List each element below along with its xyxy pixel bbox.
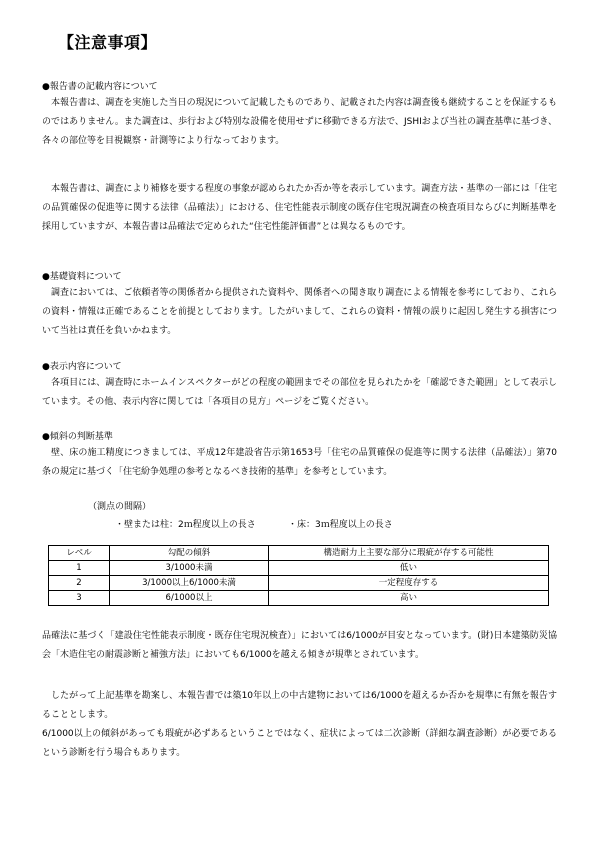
- section-inclination-conclusion: [42, 687, 557, 763]
- section-heading: ●傾斜の判断基準: [42, 432, 113, 442]
- cell-gradient: 3/1000以上6/1000未満: [110, 576, 269, 591]
- interval-label: （測点の間隔）: [88, 502, 152, 512]
- section-inclination-criteria: [42, 430, 557, 482]
- cell-level: 1: [49, 561, 110, 576]
- table-row: [49, 561, 549, 576]
- paragraph: したがって上記基準を勘案し、本報告書では築10年以上の中古建物においては6/1000を超えるか否かを規準に有無を報告することとします。: [42, 691, 557, 720]
- cell-gradient: 3/1000未満: [110, 561, 269, 576]
- section-inclination-notes: [42, 627, 557, 665]
- section-heading: ●報告書の記載内容について: [42, 82, 158, 92]
- page-title: 【注意事項】: [58, 33, 158, 52]
- header-level: レベル: [49, 546, 110, 561]
- paragraph: 6/1000以上の傾斜があっても瑕疵が必ずあるということではなく、症状によっては二次診断（詳細な調査診断）が必要であるという診断を行う場合もあります。: [42, 729, 557, 758]
- section-report-content-cont: [42, 180, 557, 237]
- paragraph: 品確法に基づく「建設住宅性能表示制度・既存住宅現況検査）」においては6/1000が目安となっています。(財)日本建築防災協会「木造住宅の耐震診断と補強方法」においても6/1000を越える傾きが規準とされています。: [42, 631, 557, 660]
- header-possibility: 構造耐力上主要な部分に瑕疵が存する可能性: [269, 546, 549, 561]
- table-row: [49, 576, 549, 591]
- section-heading: ●表示内容について: [42, 362, 122, 372]
- paragraph: 本報告書は、調査により補修を要する程度の事象が認められたか否か等を表示しています。調査方法・基準の一部には「住宅の品質確保の促進等に関する法律（品確法）」における、住宅性能表示制度の既存住宅現況調査の検査項目ならびに判断基準を採用していますが、本報告書は品確法で定められた“住宅性能評価書”とは異なるものです。: [42, 184, 557, 232]
- cell-possibility: 一定程度存する: [269, 576, 549, 591]
- section-report-content: [42, 80, 557, 151]
- interval-wall: ・壁または柱：2ｍ程度以上の長さ: [115, 520, 256, 530]
- cell-possibility: 低い: [269, 561, 549, 576]
- paragraph: 各項目には、調査時にホームインスペクターがどの程度の範囲までその部位を見られたかを「確認できた範囲」として表示しています。その他、表示内容に関しては「各項目の見方」ページをご覧ください。: [42, 378, 557, 407]
- table-row: [49, 591, 549, 606]
- interval-floor: ・床：3ｍ程度以上の長さ: [288, 520, 393, 530]
- header-gradient: 勾配の傾斜: [110, 546, 269, 561]
- cell-level: 3: [49, 591, 110, 606]
- paragraph: 壁、床の施工精度につきましては、平成12年建設省告示第1653号「住宅の品質確保の促進等に関する法律（品確法）」第70条の規定に基づく「住宅紛争処理の参考となるべき技術的基準」を参考としています。: [42, 448, 557, 477]
- section-display-content: [42, 360, 557, 412]
- cell-gradient: 6/1000以上: [110, 591, 269, 606]
- section-heading: ●基礎資料について: [42, 272, 122, 282]
- inclination-level-table: [48, 545, 549, 606]
- paragraph: 調査においては、ご依頼者等の関係者から提供された資料や、関係者への聞き取り調査による情報を参考にしており、これらの資料・情報は正確であることを前提としております。したがいまして、これらの資料・情報の誤りに起因し発生する損害について当社は責任を負いかねます。: [42, 288, 557, 336]
- cell-level: 2: [49, 576, 110, 591]
- section-basic-materials: [42, 270, 557, 341]
- paragraph: 本報告書は、調査を実施した当日の現況について記載したものであり、記載された内容は調査後も継続することを保証するものではありません。また調査は、歩行および特別な設備を使用せずに移動できる方法で、JSHIおよび当社の調査基準に基づき、各々の部位等を目視観察・計測等により行なっております。: [42, 98, 557, 146]
- cell-possibility: 高い: [269, 591, 549, 606]
- table-header-row: [49, 546, 549, 561]
